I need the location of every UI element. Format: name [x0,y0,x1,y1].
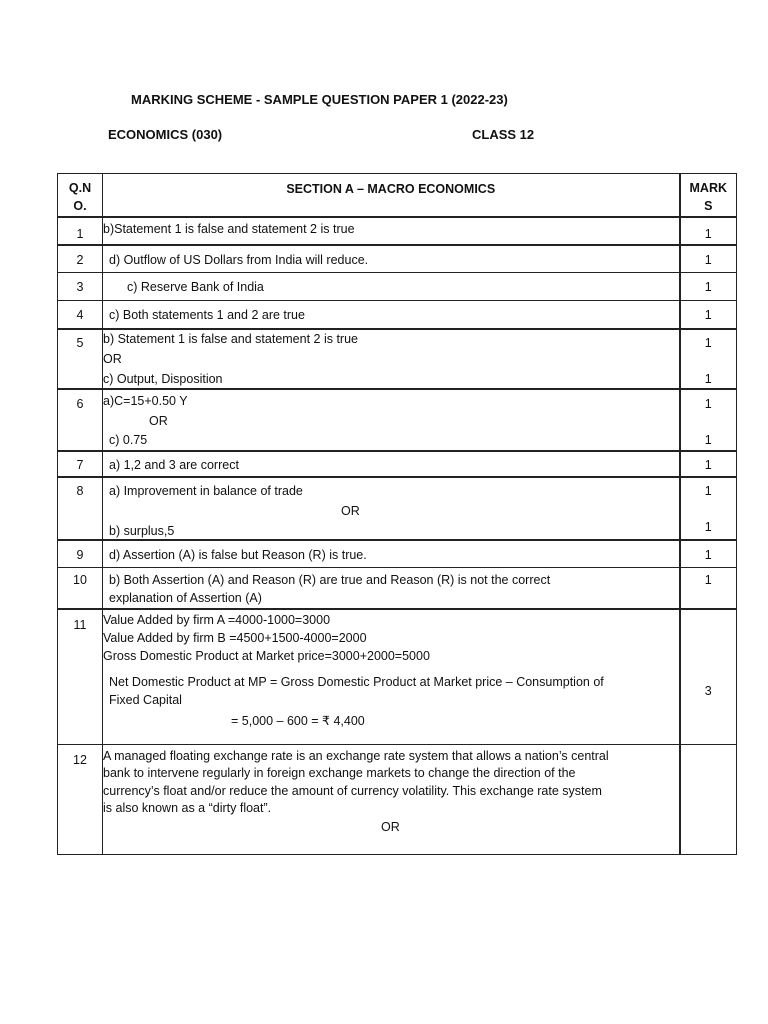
qno-header-line2: O. [73,199,87,213]
subject-label: ECONOMICS (030) [108,127,223,142]
answer-line: a) 1,2 and 3 are correct [109,457,239,472]
answer-line: d) Assertion (A) is false but Reason (R) is true. [109,547,367,562]
marking-scheme-table [57,173,737,855]
qno-header [58,174,103,217]
answer-line: a)C=15+0.50 Y [103,393,188,408]
answer-line: d) Outflow of US Dollars from India will reduce. [109,252,369,267]
question-number: 11 [73,617,87,632]
marks-header-line1: MARK [689,181,727,195]
marks-value: 1 [704,483,712,498]
marks-header-line2: S [704,199,713,213]
or-label: OR [149,413,168,428]
marks-value: 1 [704,335,712,350]
answer-line: A managed floating exchange rate is an exchange rate system that allows a nation’s central [103,749,609,763]
table-row [58,745,737,855]
document-title: MARKING SCHEME - SAMPLE QUESTION PAPER 1 (2022-23) [131,92,508,107]
marks-value: 1 [704,573,712,587]
table-row [58,568,737,609]
answer-line: b) Statement 1 is false and statement 2 is true [103,331,358,346]
marks-value: 1 [704,396,712,411]
marks-value: 1 [704,226,712,241]
marks-value: 1 [704,280,712,294]
table-row [58,329,737,389]
answer-line: b)Statement 1 is false and statement 2 is true [103,221,355,236]
table-row [58,301,737,329]
answer-line: Fixed Capital [109,692,182,707]
answer-line: Gross Domestic Product at Market price=3000+2000=5000 [103,648,430,663]
or-label: OR [341,503,360,518]
question-number: 7 [76,457,84,472]
answer-line: a) Improvement in balance of trade [109,483,303,498]
table-row [58,245,737,273]
answer-line: Net Domestic Product at MP = Gross Domestic Product at Market price – Consumption of [109,674,604,689]
marks-value: 1 [704,519,712,534]
marks-value: 1 [704,547,712,562]
table-row [58,273,737,301]
question-number: 3 [76,280,84,294]
answer-line: currency’s float and/or reduce the amount of currency volatility. This exchange rate system [103,784,602,798]
question-number: 5 [76,335,84,350]
question-number: 8 [76,483,84,498]
question-number: 1 [76,226,84,241]
answer-line: c) Both statements 1 and 2 are true [109,308,305,322]
answer-line: c) Output, Disposition [103,371,223,386]
question-number: 2 [76,252,84,267]
marks-value: 1 [704,252,712,267]
marks-value: 1 [704,371,712,386]
answer-line: b) surplus,5 [109,523,175,538]
table-row [58,477,737,540]
answer-line: = 5,000 – 600 = ₹ 4,400 [231,713,365,728]
or-label: OR [103,351,122,366]
table-row [58,389,737,451]
question-number: 12 [73,753,87,767]
answer-line: bank to intervene regularly in foreign exchange markets to change the direction of the [103,766,576,780]
marks-value: 3 [704,683,712,698]
table-row [58,540,737,568]
answer-line: Value Added by firm B =4500+1500-4000=2000 [103,630,367,645]
question-number: 9 [76,547,84,562]
answer-line: is also known as a “dirty float”. [103,801,272,815]
section-header [103,174,680,217]
table-row [58,217,737,245]
table-row [58,609,737,745]
section-title: SECTION A – MACRO ECONOMICS [286,182,496,196]
marks-value: 1 [704,432,712,447]
qno-header-line1: Q.N [68,181,92,195]
class-label: CLASS 12 [472,127,535,142]
answer-line: b) Both Assertion (A) and Reason (R) are true and Reason (R) is not the correct [109,573,551,587]
question-number: 4 [76,308,84,322]
table-header-row [58,174,737,217]
table-row [58,451,737,477]
question-number: 6 [76,396,84,411]
answer-line: explanation of Assertion (A) [109,591,262,605]
marks-header [680,174,737,217]
answer-line: Value Added by firm A =4000-1000=3000 [103,612,331,627]
question-number: 10 [73,573,87,587]
answer-line: c) 0.75 [109,432,148,447]
or-label: OR [381,820,400,834]
marks-value: 1 [704,457,712,472]
marks-value: 1 [704,308,712,322]
answer-line: c) Reserve Bank of India [127,280,264,294]
